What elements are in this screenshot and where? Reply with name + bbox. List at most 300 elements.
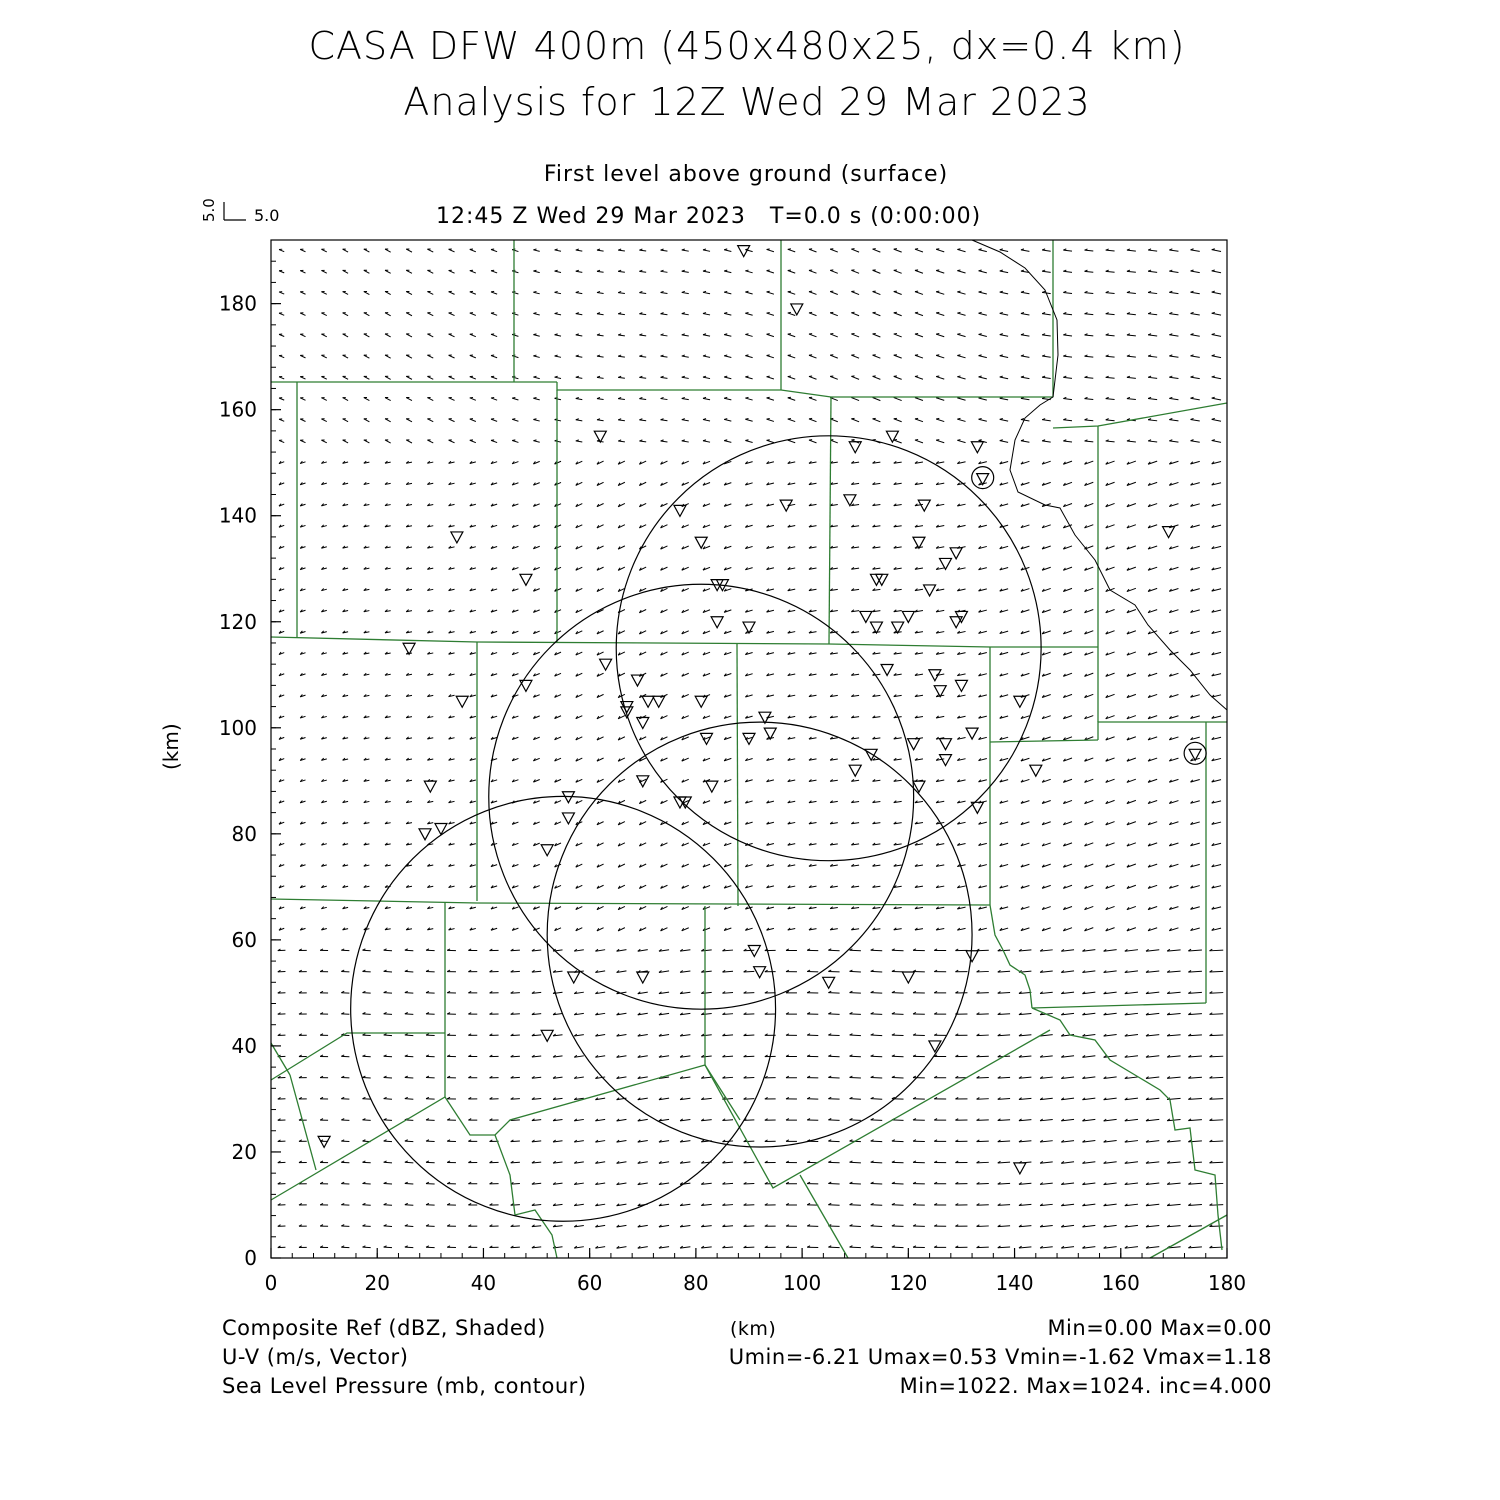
wind-vector	[979, 398, 987, 400]
y-tick-label: 40	[231, 1033, 257, 1058]
wind-vector-head	[533, 397, 536, 398]
wind-vector	[936, 313, 944, 316]
wind-vector	[894, 376, 902, 379]
wind-vector-head	[597, 313, 600, 314]
station-marker	[562, 792, 574, 803]
wind-vector	[873, 355, 881, 358]
wind-vector	[1169, 335, 1178, 336]
wind-vector	[957, 313, 965, 315]
wind-vector	[1021, 377, 1029, 378]
wind-vector	[850, 950, 861, 951]
wind-vector-head	[682, 313, 685, 314]
wind-vector	[894, 270, 902, 273]
wind-vector-head	[936, 418, 939, 419]
wind-vector	[1106, 356, 1115, 357]
wind-vector-head	[1042, 376, 1045, 377]
wind-vector	[871, 1205, 882, 1206]
wind-vector	[809, 313, 817, 316]
wind-vector	[682, 441, 689, 442]
wind-vector	[767, 313, 774, 315]
wind-vector	[1085, 314, 1094, 315]
wind-vector	[809, 334, 817, 337]
y-tick-label: 80	[231, 821, 257, 846]
station-marker	[568, 972, 580, 983]
wind-vector-head	[724, 419, 727, 420]
wind-vector	[873, 376, 881, 379]
wind-vector-head	[1169, 312, 1172, 313]
wind-vector	[1000, 313, 1008, 315]
wind-vector	[850, 1120, 861, 1121]
wind-vector-head	[957, 249, 960, 250]
wind-vector	[1212, 313, 1221, 315]
wind-vector-head	[788, 249, 791, 250]
wind-vector	[830, 376, 838, 379]
x-tick-label: 60	[576, 1271, 603, 1295]
wind-vector	[1169, 271, 1178, 272]
wind-vector-head	[915, 418, 918, 419]
wind-vector	[1106, 271, 1115, 272]
wind-vector-head	[1191, 418, 1194, 419]
wind-vector-head	[1000, 312, 1003, 313]
wind-vector-head	[597, 397, 600, 398]
wind-vector-head	[936, 355, 939, 356]
wind-vector-head	[1212, 270, 1215, 271]
wind-vector-head	[788, 312, 791, 313]
wind-vector	[1127, 441, 1136, 442]
station-marker	[849, 442, 861, 453]
wind-vector	[1148, 356, 1157, 357]
map-title: CASA DFW 400m (450x480x25, dx=0.4 km)	[308, 24, 1186, 68]
wind-vector	[745, 356, 752, 358]
x-tick-label: 100	[783, 1271, 822, 1295]
wind-vector	[1000, 335, 1008, 337]
wind-vector	[957, 355, 965, 357]
wind-vector	[1210, 1162, 1224, 1163]
wind-vector-head	[1169, 334, 1172, 335]
wind-vector	[915, 419, 923, 422]
wind-vector-head	[512, 419, 515, 420]
wind-vector-head	[682, 419, 685, 420]
footer-pressure-stats: Min=1022. Max=1024. inc=4.000	[899, 1374, 1272, 1398]
wind-vector	[977, 1184, 989, 1185]
x-tick-label: 20	[364, 1271, 390, 1295]
wind-vector	[1191, 419, 1200, 421]
wind-vector	[1106, 335, 1115, 336]
wind-vector	[788, 355, 795, 358]
wind-vector	[767, 334, 774, 336]
wind-vector	[1127, 399, 1136, 400]
wind-vector	[1148, 250, 1157, 251]
wind-vector-head	[1042, 355, 1045, 356]
wind-vector	[1000, 292, 1008, 294]
wind-vector	[1106, 399, 1115, 400]
wind-vector	[830, 355, 838, 358]
station-marker	[403, 643, 415, 654]
wind-vector-head	[936, 270, 939, 271]
wind-vector	[1148, 314, 1157, 315]
wind-vector-head	[533, 334, 536, 335]
wind-vector-head	[639, 440, 642, 441]
wind-vector	[1042, 441, 1051, 442]
wind-vector-head	[767, 376, 770, 377]
wind-vector-head	[767, 440, 770, 441]
wind-vector-head	[555, 249, 558, 250]
wind-vector-head	[767, 397, 770, 398]
wind-vector	[850, 1184, 861, 1185]
wind-vector-head	[979, 440, 982, 441]
wind-vector	[1212, 377, 1221, 379]
wind-vector	[682, 314, 689, 315]
wind-vector	[724, 441, 731, 443]
station-marker	[849, 765, 861, 776]
wind-vector-head	[1169, 291, 1172, 292]
wind-vector-head	[767, 418, 770, 419]
wind-vector-head	[555, 355, 558, 356]
wind-vector	[1042, 420, 1051, 421]
forecast-time: T=0.0 s (0:00:00)	[769, 204, 982, 229]
wind-vector	[1212, 441, 1221, 443]
wind-vector-head	[639, 376, 642, 377]
wind-vector-head	[555, 270, 558, 271]
wind-vector-head	[639, 291, 642, 292]
wind-vector	[873, 313, 881, 316]
wind-vector	[1085, 271, 1094, 272]
wind-vector	[1191, 313, 1200, 315]
wind-vector-head	[767, 291, 770, 292]
wind-vector-head	[639, 355, 642, 356]
wind-vector-head	[661, 270, 664, 271]
wind-vector-head	[682, 397, 685, 398]
county-boundaries	[271, 240, 1227, 1258]
wind-vector	[894, 398, 902, 401]
station-marker	[940, 739, 952, 750]
wind-vector-head	[1042, 419, 1045, 420]
wind-vector-head	[1191, 312, 1194, 313]
x-tick-label: 80	[683, 1271, 709, 1295]
wind-vector	[809, 419, 817, 422]
wind-vector	[850, 1099, 861, 1100]
wind-vector	[1063, 377, 1072, 378]
radar-range-rings	[351, 436, 1041, 1221]
wind-vector-head	[533, 419, 536, 420]
station-marker	[1014, 1163, 1026, 1174]
x-tick-label: 0	[264, 1271, 278, 1295]
wind-vector	[1169, 292, 1178, 293]
wind-vector-head	[533, 249, 536, 250]
y-tick-label: 60	[231, 927, 257, 952]
wind-vector	[682, 398, 689, 399]
wind-vector	[1148, 441, 1157, 442]
wind-vector-head	[533, 291, 536, 292]
station-marker	[955, 680, 967, 691]
wind-vector	[1042, 314, 1051, 315]
wind-vector	[384, 1226, 392, 1227]
wind-vector	[1085, 335, 1094, 336]
station-marker	[562, 813, 574, 824]
wind-vector-head	[1191, 291, 1194, 292]
wind-vector-head	[745, 376, 748, 377]
wind-vector-head	[703, 334, 706, 335]
y-tick-label: 100	[218, 715, 257, 740]
wind-vector	[977, 971, 989, 972]
wind-vector-head	[936, 249, 939, 250]
y-tick-label: 160	[218, 397, 257, 422]
wind-vector	[830, 313, 838, 316]
wind-vector	[724, 398, 731, 400]
wind-vector-head	[703, 440, 706, 441]
wind-vector	[1148, 377, 1157, 378]
wind-vector	[871, 1247, 882, 1248]
wind-vector-head	[576, 355, 579, 356]
wind-vector	[957, 419, 965, 421]
wind-vector	[1000, 250, 1008, 252]
wind-vector-head	[682, 376, 685, 377]
wind-vector	[788, 398, 795, 401]
wind-vector-head	[639, 334, 642, 335]
analysis-time-title: Analysis for 12Z Wed 29 Mar 2023	[403, 80, 1091, 124]
wind-vector	[1148, 420, 1157, 421]
wind-vector	[682, 377, 689, 378]
wind-vector	[851, 249, 859, 252]
wind-vector	[1169, 441, 1178, 442]
wind-vector	[745, 419, 752, 421]
wind-vector-head	[618, 376, 621, 377]
station-marker	[929, 1041, 941, 1052]
wind-vector	[1212, 419, 1221, 421]
y-tick-label: 140	[218, 503, 257, 528]
wind-vector-head	[1021, 419, 1024, 420]
station-marker	[913, 781, 925, 792]
wind-vector	[724, 292, 731, 294]
wind-vector	[703, 335, 710, 336]
wind-vector	[405, 1035, 413, 1036]
wind-vector	[767, 419, 774, 421]
wind-vector	[788, 292, 795, 295]
wind-vector-head	[979, 418, 982, 419]
wind-vector-head	[1191, 355, 1194, 356]
wind-vector	[850, 993, 861, 994]
wind-vector-head	[724, 355, 727, 356]
station-marker	[424, 781, 436, 792]
wind-vector	[1210, 993, 1224, 994]
wind-vector	[767, 249, 774, 251]
wind-vector-head	[1021, 270, 1024, 271]
wind-vector	[851, 419, 859, 422]
wind-vector	[1210, 1056, 1224, 1057]
wind-vector-head	[597, 334, 600, 335]
wind-vector	[1127, 356, 1136, 357]
wind-vector	[1021, 250, 1029, 251]
wind-vector-head	[915, 249, 918, 250]
wind-vector	[384, 1035, 392, 1036]
wind-vector-head	[1021, 355, 1024, 356]
wind-vector	[767, 355, 774, 357]
wind-vector-head	[1191, 440, 1194, 441]
wind-vector	[1085, 399, 1094, 400]
wind-vector	[957, 398, 965, 400]
wind-vector	[703, 420, 710, 421]
wind-vector-head	[597, 355, 600, 356]
wind-vector	[405, 1247, 413, 1248]
wind-vector-head	[936, 291, 939, 292]
wind-vector	[682, 292, 689, 293]
wind-vector-head	[1000, 418, 1003, 419]
wind-vector	[1212, 356, 1221, 358]
wind-vector-head	[682, 440, 685, 441]
wind-vector	[384, 1120, 392, 1121]
wind-vector-head	[1021, 249, 1024, 250]
wind-vector	[384, 971, 392, 972]
wind-vector	[703, 292, 710, 293]
wind-vector	[850, 1077, 861, 1078]
wind-vector	[851, 334, 859, 337]
wind-vector-head	[703, 291, 706, 292]
wind-vector-head	[724, 291, 727, 292]
station-marker	[977, 474, 989, 485]
wind-vector	[1000, 356, 1008, 358]
wind-vector	[1063, 250, 1072, 251]
wind-vector	[1127, 293, 1136, 294]
wind-vector	[1191, 271, 1200, 273]
wind-vector	[977, 1035, 989, 1036]
station-marker	[600, 659, 612, 670]
wind-vector	[936, 292, 944, 295]
wind-vector	[850, 1162, 861, 1163]
wind-vector-head	[661, 397, 664, 398]
wind-vector-head	[533, 313, 536, 314]
wind-vector	[703, 398, 710, 399]
wind-vector-head	[639, 270, 642, 271]
wind-vector	[871, 950, 882, 951]
wind-vector	[873, 291, 881, 294]
wind-vector	[977, 1141, 989, 1142]
station-marker	[419, 829, 431, 840]
vector-key-u-label: 5.0	[254, 206, 280, 225]
wind-vector	[788, 249, 795, 252]
wind-vector	[405, 1077, 413, 1078]
wind-vector	[915, 355, 923, 358]
wind-vector	[977, 993, 989, 994]
y-tick-label: 20	[231, 1139, 257, 1164]
wind-vector	[703, 314, 710, 315]
wind-vector	[850, 1035, 861, 1036]
wind-vector-head	[957, 291, 960, 292]
wind-vector	[1021, 441, 1029, 442]
wind-vector	[405, 1141, 413, 1142]
wind-vector	[405, 1162, 413, 1163]
station-marker	[743, 622, 755, 633]
wind-vector-head	[1191, 270, 1194, 271]
wind-vector-head	[618, 291, 621, 292]
wind-vector-head	[724, 440, 727, 441]
wind-vector-head	[915, 440, 918, 441]
wind-vector	[767, 292, 774, 294]
wind-vector-head	[1212, 312, 1215, 313]
station-marker	[950, 548, 962, 559]
wind-vector	[1106, 420, 1115, 421]
station-marker	[918, 500, 930, 511]
wind-vector	[405, 1184, 413, 1185]
station-marker	[594, 431, 606, 442]
wind-vector-head	[957, 270, 960, 271]
wind-vector-head	[1212, 334, 1215, 335]
wind-vector-head	[618, 249, 621, 250]
wind-vector	[1021, 420, 1029, 421]
station-marker	[902, 972, 914, 983]
wind-vector-head	[1000, 440, 1003, 441]
vector-key	[200, 198, 279, 225]
wind-vector-head	[1212, 397, 1215, 398]
station-marker	[764, 728, 776, 739]
wind-vector-head	[576, 397, 579, 398]
wind-vector	[724, 313, 731, 315]
wind-vector-head	[597, 249, 600, 250]
station-marker	[541, 845, 553, 856]
wind-vector	[682, 271, 689, 272]
station-marker	[902, 611, 914, 622]
wind-vector	[936, 440, 944, 443]
wind-vector	[1127, 250, 1136, 251]
wind-vector	[1063, 271, 1072, 272]
station-marker	[706, 781, 718, 792]
wind-vector-head	[1042, 440, 1045, 441]
wind-vector	[1085, 293, 1094, 294]
station-marker	[1014, 696, 1026, 707]
wind-vector-head	[1042, 249, 1045, 250]
wind-vector-head	[661, 291, 664, 292]
wind-vector-head	[745, 440, 748, 441]
wind-vector	[703, 377, 710, 378]
wind-vector-head	[597, 270, 600, 271]
wind-vector-head	[1042, 270, 1045, 271]
wind-vector	[871, 1014, 882, 1015]
wind-vector-head	[1000, 376, 1003, 377]
wind-vector	[979, 419, 987, 421]
wind-vector	[915, 292, 923, 295]
wind-vector-head	[703, 376, 706, 377]
station-marker	[748, 945, 760, 956]
wind-vector	[873, 398, 881, 401]
x-tick-label: 140	[995, 1271, 1034, 1295]
station-marker	[924, 585, 936, 596]
wind-vector	[1127, 335, 1136, 336]
wind-vector	[873, 419, 881, 422]
wind-vector	[724, 250, 731, 252]
wind-vector-head	[979, 376, 982, 377]
wind-vector	[1127, 314, 1136, 315]
wind-vector-head	[1169, 355, 1172, 356]
wind-vector	[1021, 314, 1029, 315]
wind-vector	[957, 292, 965, 294]
wind-vector	[851, 398, 859, 401]
wind-vector-head	[576, 419, 579, 420]
wind-vector-head	[661, 440, 664, 441]
wind-vector	[405, 1014, 413, 1015]
wind-vectors	[278, 249, 1223, 1249]
wind-vector-head	[682, 334, 685, 335]
wind-vector	[809, 355, 817, 358]
wind-vector	[1085, 441, 1094, 442]
wind-vector	[851, 355, 859, 358]
station-marker	[435, 824, 447, 835]
wind-vector	[1021, 335, 1029, 336]
wind-vector	[682, 420, 689, 421]
wind-vector-head	[724, 334, 727, 335]
wind-vector	[1127, 377, 1136, 378]
wind-vector-head	[703, 355, 706, 356]
wind-vector	[682, 335, 689, 336]
station-marker	[637, 717, 649, 728]
